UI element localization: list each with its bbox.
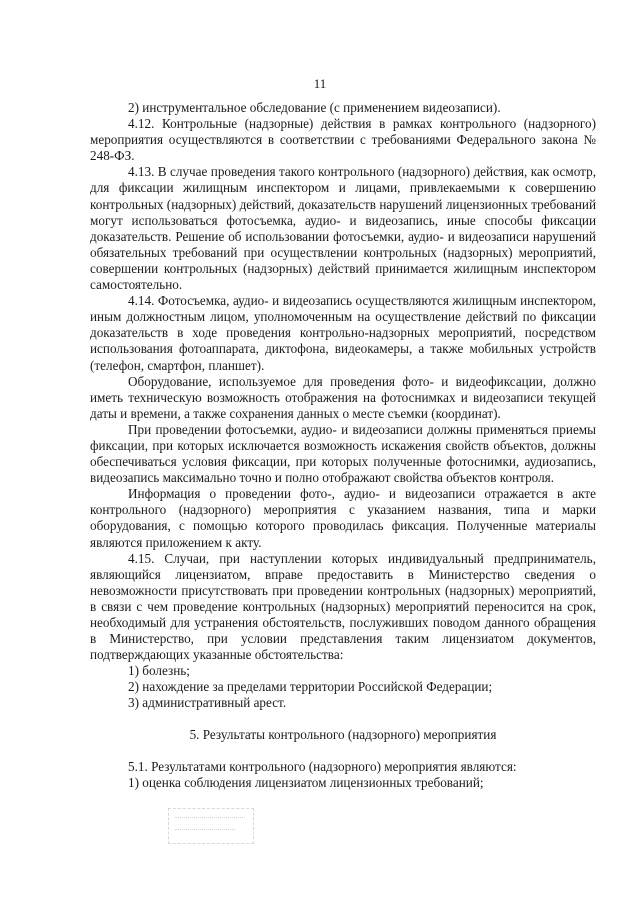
- section-5-heading: 5. Результаты контрольного (надзорного) мероприятия: [189, 726, 497, 742]
- paragraph-item-2: 2) инструментальное обследование (с применением видеозаписи).: [128, 100, 501, 115]
- paragraph-4-15: 4.15. Случаи, при наступлении которых индивидуальный предприниматель, являющийся лицензиатом, вправе предоставить в Министерство сведения о невозможности присутствовать при проведении контрольных (надзорных) мероприятий, в связи с чем проведение контрольных (надзорных) мероприятий переносится на срок, необходимый для устранения обстоятельств, послуживших поводом данного обращения в Министерство, при условии представления таким лицензиатом документов, подтверждающих указанные обстоятельства:: [90, 550, 596, 663]
- paragraph-fixation-methods: При проведении фотосъемки, аудио- и видеозаписи должны применяться приемы фиксации, при которых исключается возможность искажения свойств объектов, должны обеспечиваться условия фиксации, при которых полученные фотоснимки, аудиозапись, видеозапись максимально точно и полно отображают свойства объектов контроля.: [90, 421, 596, 486]
- paragraph-4-13: 4.13. В случае проведения такого контрольного (надзорного) действия, как осмотр, для фиксации жилищным инспектором и лицами, привлекаемыми к совершению контрольных (надзорных) действий, доказательств нарушений лицензионных требований могут использоваться фотосъемка, аудио- и видеозапись, иные способы фиксации доказательств. Решение об использовании фотосъемки, аудио- и видеозаписи нарушений обязательных требований при осуществлении контрольных (надзорных) мероприятий, совершении контрольных (надзорных) действий принимается жилищным инспектором самостоятельно.: [90, 164, 596, 293]
- list-item-abroad: 2) нахождение за пределами территории Российской Федерации;: [128, 679, 493, 695]
- list-item-arrest: 3) административный арест.: [128, 695, 287, 711]
- paragraph-act-information: Информация о проведении фото-, аудио- и видеозаписи отражается в акте контрольного (надзорного) мероприятия с указанием названия, типа и марки оборудования, с помощью которого проводилась фиксация. Полученные материалы являются приложением к акту.: [90, 486, 596, 550]
- paragraph-4-14: 4.14. Фотосъемка, аудио- и видеозапись осуществляются жилищным инспектором, иным должностным лицом, уполномоченным на осуществление действий по фиксации доказательств в ходе проведения контрольно-надзорных мероприятий, посредством использования фотоаппарата, диктофона, видеокамеры, а также мобильных устройств (телефон, смартфон, планшет).: [90, 293, 596, 373]
- list-item-illness: 1) болезнь;: [128, 663, 190, 679]
- page-number: 11: [313, 76, 327, 91]
- faint-stamp-mark: [168, 808, 254, 844]
- paragraph-4-12: 4.12. Контрольные (надзорные) действия в рамках контрольного (надзорного) мероприятия осуществляются в соответствии с требованиями Федерального закона № 248-ФЗ.: [90, 116, 596, 164]
- list-item-assessment: 1) оценка соблюдения лицензиатом лицензионных требований;: [128, 774, 484, 790]
- paragraph-5-1: 5.1. Результатами контрольного (надзорного) мероприятия являются:: [128, 758, 517, 774]
- document-body: [90, 100, 596, 791]
- paragraph-equipment: Оборудование, используемое для проведения фото- и видеофиксации, должно иметь техническую возможность отображения на фотоснимках и видеозаписи текущей даты и времени, а также сохранения данных о месте съемки (координат).: [90, 373, 596, 421]
